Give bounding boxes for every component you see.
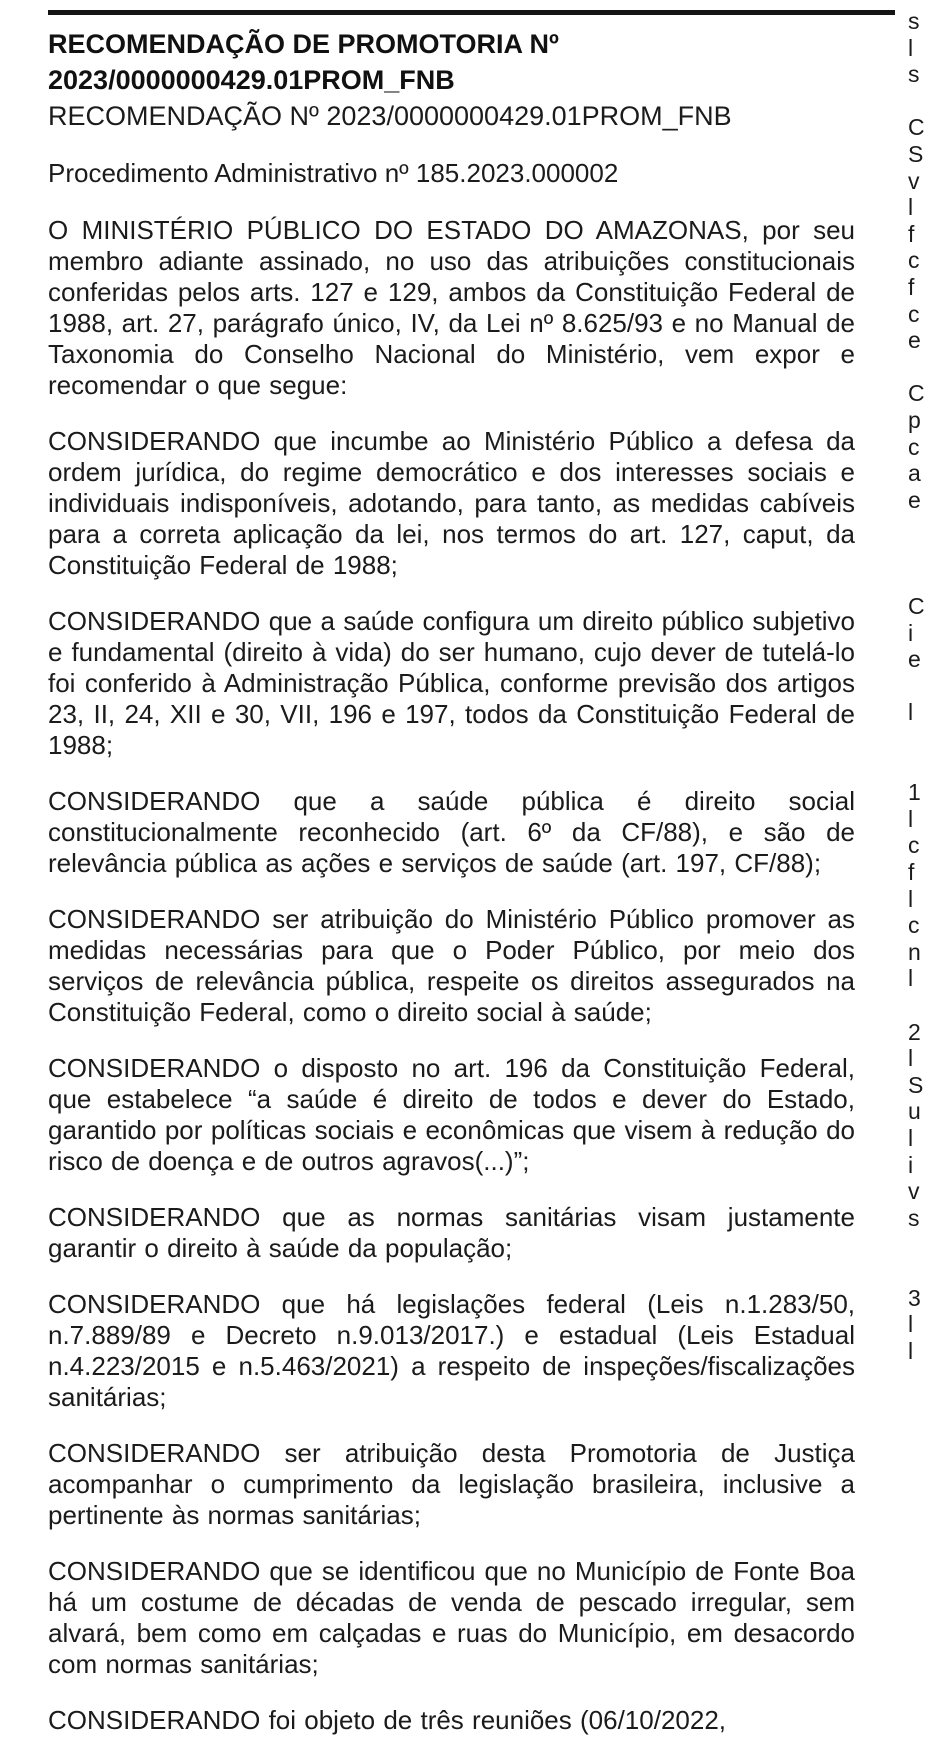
right-column-line-fragment: c xyxy=(908,912,920,939)
right-column-line-fragment xyxy=(908,354,929,381)
right-column-line-fragment: p xyxy=(908,406,921,433)
right-column-line-fragment: l xyxy=(908,1337,914,1364)
right-column-line-fragment xyxy=(908,88,929,115)
paragraph: CONSIDERANDO que incumbe ao Ministério Público a defesa da ordem jurídica, do regime democrático e dos interesses sociais e individuais indisponíveis, adotando, para tanto, as medidas cabíveis para a correta aplicação da lei, nos termos do art. 127, caput, da Constituição Federal de 1988; xyxy=(48,426,855,580)
paragraph: CONSIDERANDO que as normas sanitárias visam justamente garantir o direito à saúde da população; xyxy=(48,1202,855,1263)
right-column-line-fragment: l xyxy=(908,194,914,221)
right-column-line-fragment xyxy=(908,540,929,567)
right-column-line-fragment: c xyxy=(908,832,920,859)
right-column-line-fragment xyxy=(908,1258,929,1285)
right-column-line-fragment: C xyxy=(908,114,925,141)
right-column-line-fragment: c xyxy=(908,247,920,274)
document-subtitle: RECOMENDAÇÃO Nº 2023/0000000429.01PROM_FNB xyxy=(48,101,732,131)
right-column-line-fragment: v xyxy=(908,1178,920,1205)
right-column-line-fragment: l xyxy=(908,805,914,832)
right-column-line-fragment: s xyxy=(908,8,920,34)
right-column-line-fragment: e xyxy=(908,327,921,354)
right-column-line-fragment: l xyxy=(908,1124,914,1151)
right-column-line-fragment: C xyxy=(908,593,925,620)
right-column-line-fragment: C xyxy=(908,380,925,407)
right-column-line-fragment: l xyxy=(908,699,914,726)
paragraph: CONSIDERANDO que a saúde pública é direito social constitucionalmente reconhecido (art. 6º da CF/88), e são de relevância pública as ações e serviços de saúde (art. 197, CF/88); xyxy=(48,786,855,878)
paragraph: CONSIDERANDO que se identificou que no Município de Fonte Boa há um costume de décadas de venda de pescado irregular, sem alvará, bem como em calçadas e ruas do Município, em desacordo com normas sanitárias; xyxy=(48,1556,855,1679)
right-column-line-fragment: s xyxy=(908,61,920,88)
right-column-line-fragment: v xyxy=(908,167,920,194)
cropped-right-column xyxy=(908,8,929,1428)
document-body-column xyxy=(48,26,855,1736)
right-column-line-fragment: l xyxy=(908,34,914,61)
right-column-line-fragment: u xyxy=(908,1098,921,1125)
paragraph: CONSIDERANDO foi objeto de três reuniões (06/10/2022, xyxy=(48,1705,727,1735)
right-column-line-fragment: f xyxy=(908,220,915,247)
paragraph: CONSIDERANDO o disposto no art. 196 da Constituição Federal, que estabelece “a saúde é direito de todos e dever do Estado, garantido por políticas sociais e econômicas que visem à redução do risco de doença e de outros agravos(...)”; xyxy=(48,1053,855,1176)
paragraph: CONSIDERANDO que a saúde configura um direito público subjetivo e fundamental (direito à vida) do ser humano, cujo dever de tutelá-lo foi conferido à Administração Pública, conforme previsão dos artigos 23, II, 24, XII e 30, VII, 196 e 197, todos da Constituição Federal de 1988; xyxy=(48,606,855,760)
right-column-line-fragment: e xyxy=(908,486,921,513)
paragraph: CONSIDERANDO ser atribuição do Ministério Público promover as medidas necessárias para que o Poder Público, por meio dos serviços de relevância pública, respeite os direitos assegurados na Constituição Federal, como o direito social à saúde; xyxy=(48,904,855,1027)
right-column-line-fragment: i xyxy=(908,1151,914,1178)
paragraph: O MINISTÉRIO PÚBLICO DO ESTADO DO AMAZONAS, por seu membro adiante assinado, no uso das atribuições constitucionais conferidas pelos arts. 127 e 129, ambos da Constituição Federal de 1988, art. 27, parágrafo único, IV, da Lei nº 8.625/93 e no Manual de Taxonomia do Conselho Nacional do Ministério, vem expor e recomendar o que segue: xyxy=(48,215,855,400)
right-column-line-fragment: S xyxy=(908,1071,924,1098)
right-column-line-fragment: 1 xyxy=(908,779,921,806)
right-column-line-fragment: n xyxy=(908,938,921,965)
paragraph: CONSIDERANDO ser atribuição desta Promotoria de Justiça acompanhar o cumprimento da legislação brasileira, inclusive a pertinente às normas sanitárias; xyxy=(48,1438,855,1530)
right-column-line-fragment: l xyxy=(908,1045,914,1072)
right-column-line-fragment xyxy=(908,992,929,1019)
right-column-line-fragment: s xyxy=(908,1204,920,1231)
right-column-line-fragment: a xyxy=(908,460,921,487)
right-column-line-fragment xyxy=(908,1391,929,1418)
right-column-line-fragment: 2 xyxy=(908,1018,921,1045)
right-column-line-fragment xyxy=(908,753,929,780)
right-column-line-fragment: l xyxy=(908,965,914,992)
procedure-number-line: Procedimento Administrativo nº 185.2023.000002 xyxy=(48,158,619,188)
right-column-line-fragment: i xyxy=(908,619,914,646)
right-column-line-fragment xyxy=(908,726,929,753)
document-title: RECOMENDAÇÃO DE PROMOTORIA Nº 2023/0000000429.01PROM_FNB xyxy=(48,29,559,95)
top-horizontal-rule xyxy=(48,10,895,15)
right-column-line-fragment xyxy=(908,566,929,593)
right-column-line-fragment: 3 xyxy=(908,1284,921,1311)
right-column-line-fragment: f xyxy=(908,859,915,885)
right-column-line-fragment: l xyxy=(908,885,914,912)
right-column-line-fragment: e xyxy=(908,646,921,673)
right-column-line-fragment: l xyxy=(908,1311,914,1338)
right-column-line-fragment: S xyxy=(908,140,924,167)
paragraph: CONSIDERANDO que há legislações federal (Leis n.1.283/50, n.7.889/89 e Decreto n.9.013/2017.) e estadual (Leis Estadual n.4.223/2015 e n.5.463/2021) a respeito de inspeções/fiscalizações sanitárias; xyxy=(48,1289,855,1412)
paragraphs-container xyxy=(48,215,855,1736)
right-column-line-fragment xyxy=(908,673,929,700)
right-column-line-fragment xyxy=(908,1231,929,1258)
right-column-line-fragment: c xyxy=(908,300,920,327)
right-column-line-fragment: f xyxy=(908,273,915,300)
right-column-line-fragment xyxy=(908,513,929,540)
right-column-line-fragment xyxy=(908,1364,929,1391)
right-column-line-fragment: c xyxy=(908,433,920,460)
